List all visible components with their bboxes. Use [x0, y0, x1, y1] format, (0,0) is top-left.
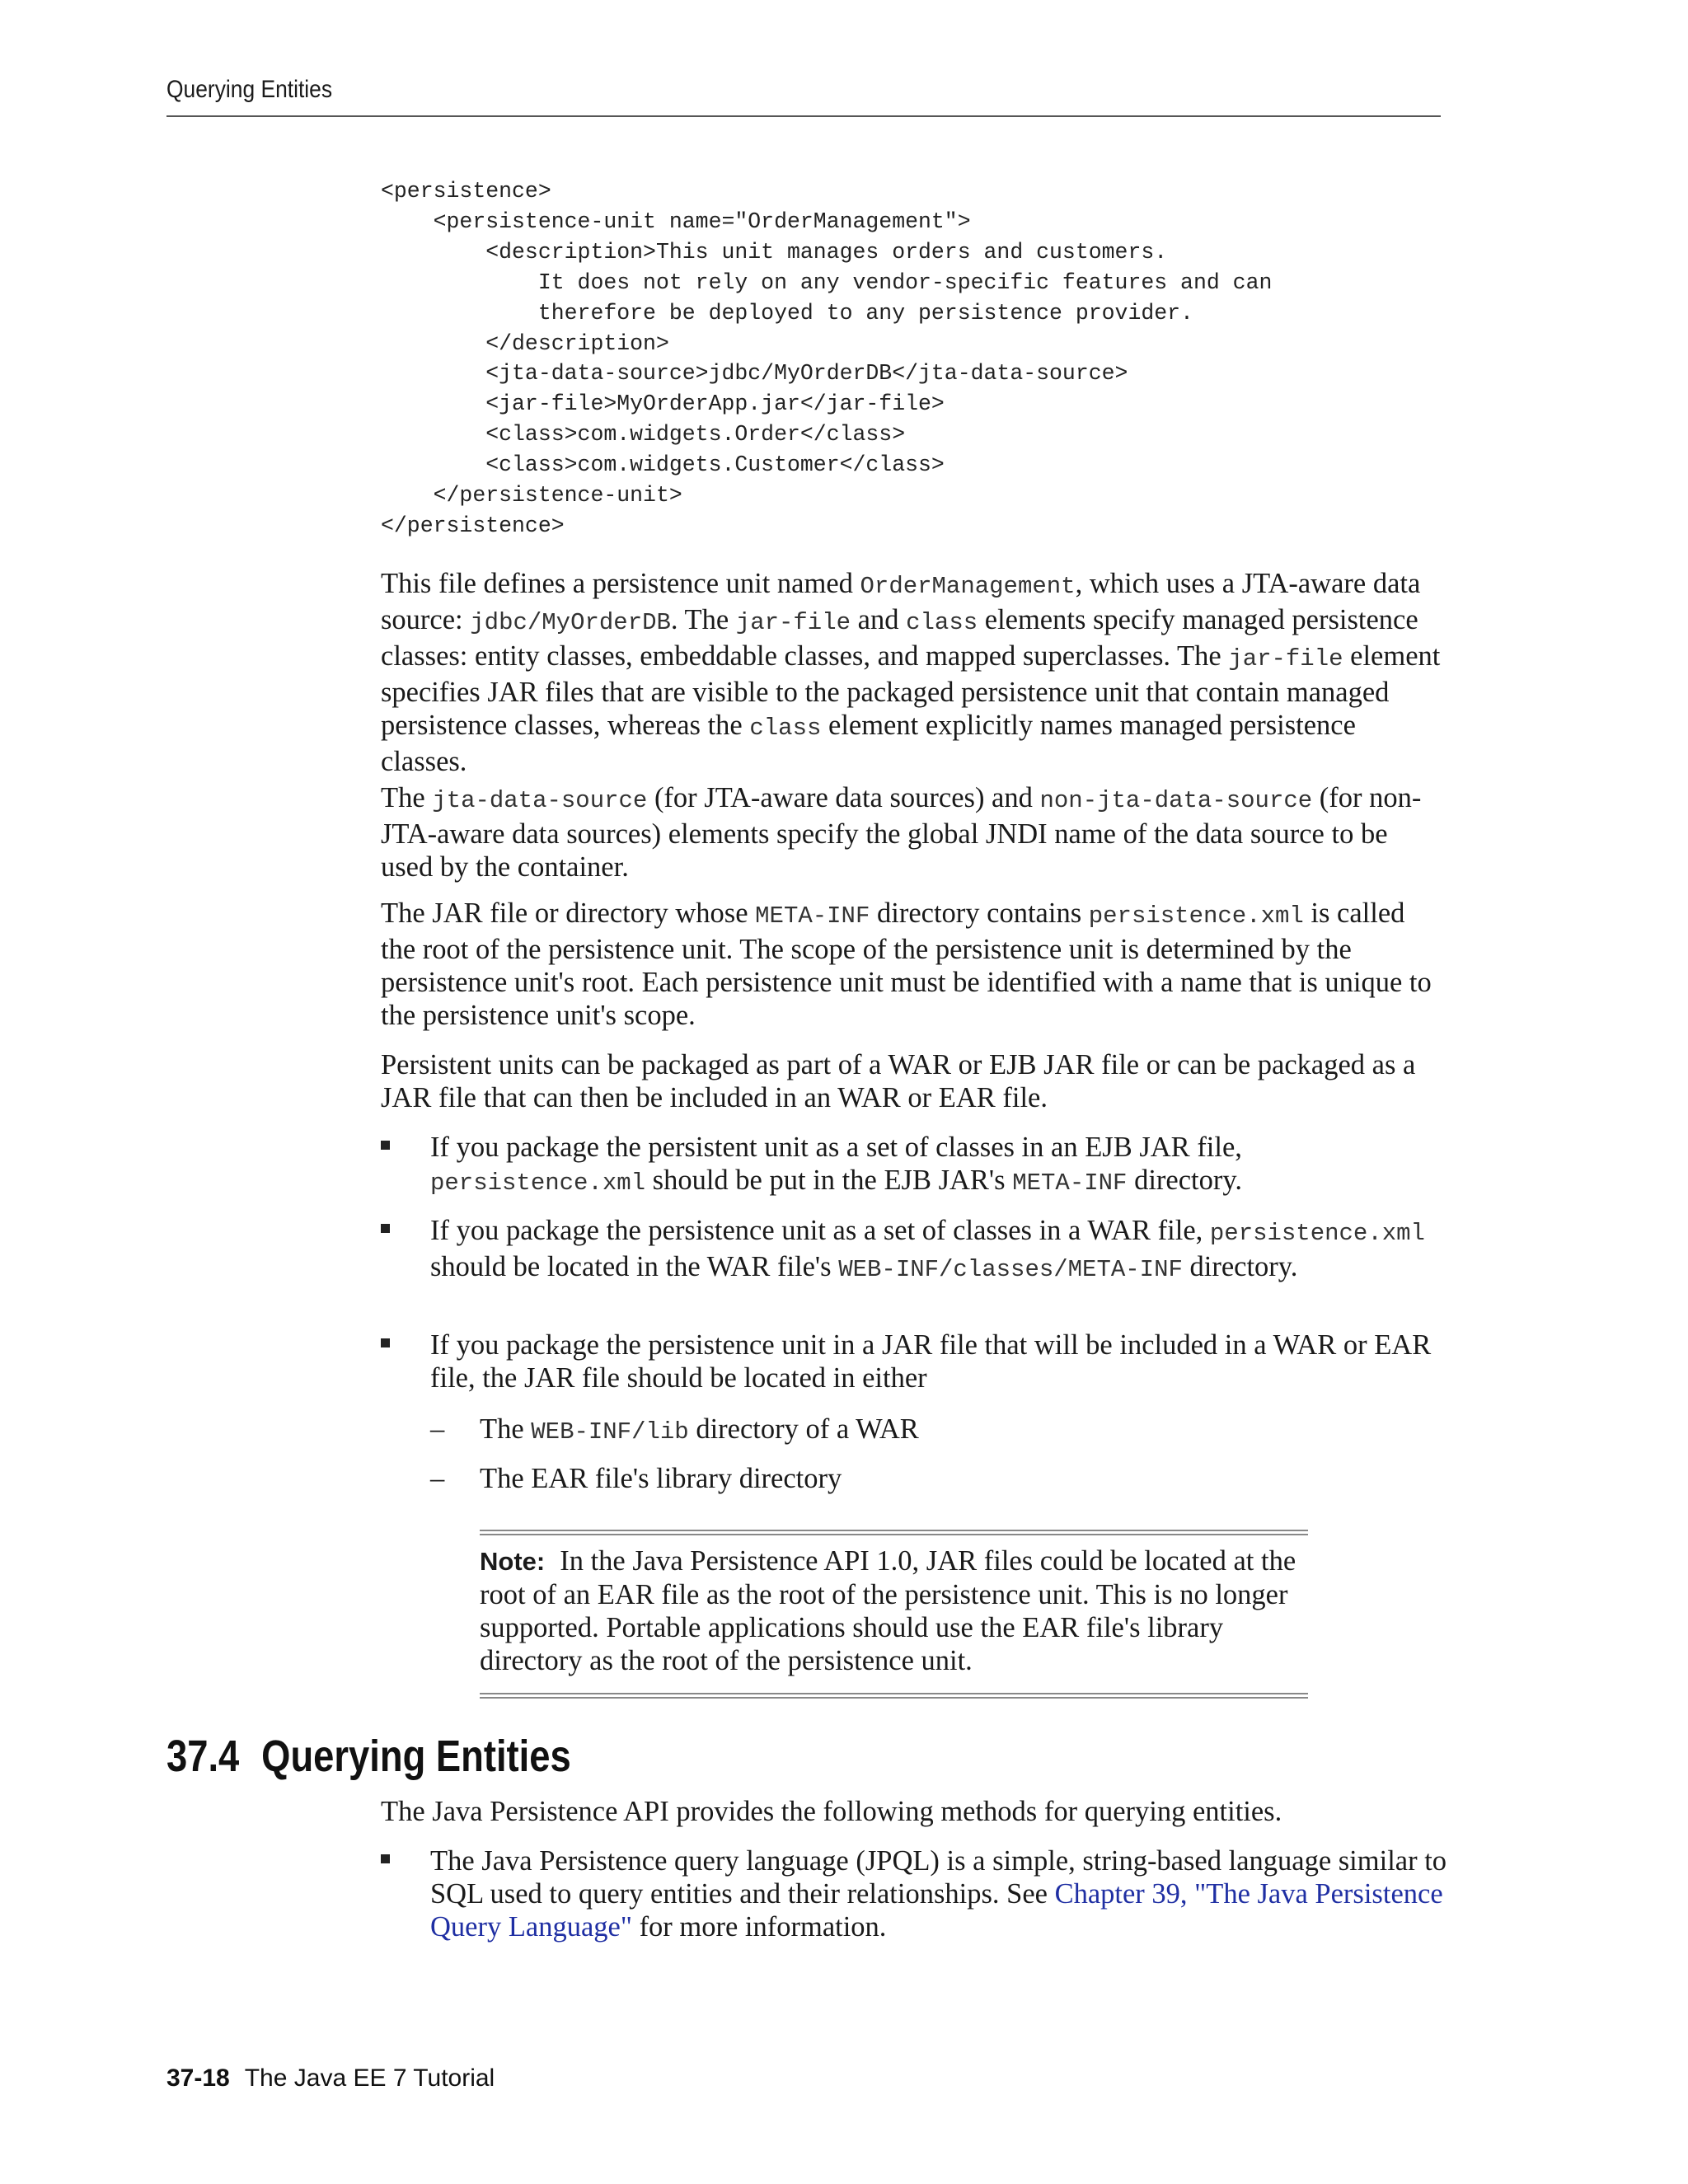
sub-list-item-text: The EAR file's library directory — [480, 1463, 842, 1494]
bullet-icon — [381, 1224, 390, 1233]
text: (for non-JTA-aware data sources) elements specify the global JNDI name of the data source to be used by the container. — [381, 782, 1422, 883]
text: If you package the persistence unit as a set of classes in a WAR file, — [430, 1215, 1210, 1246]
code-inline: jdbc/MyOrderDB — [470, 609, 671, 636]
header-rule — [166, 115, 1441, 117]
sub-list-item-text — [480, 1413, 919, 1449]
code-inline: jta-data-source — [432, 787, 648, 814]
text: If you package the persistent unit as a set of classes in an EJB JAR file, — [430, 1132, 1242, 1163]
code-inline: WEB-INF/classes/META-INF — [838, 1256, 1183, 1283]
text: If you package the persistence unit in a JAR file that will be included in a WAR or EAR file, the JAR file should be located in either — [430, 1329, 1432, 1394]
text: should be located in the WAR file's — [430, 1251, 839, 1282]
text: for more information. — [631, 1911, 887, 1943]
running-header: Querying Entities — [166, 76, 333, 103]
code-inline: WEB-INF/lib — [531, 1418, 689, 1446]
text: . The — [670, 604, 736, 635]
bullet-icon — [381, 1854, 390, 1863]
paragraph-packaging: Persistent units can be packaged as part of a WAR or EJB JAR file or can be packaged as a JAR file that can then be included in an WAR or EAR file. — [381, 1049, 1416, 1113]
code-inline: jar-file — [1228, 645, 1343, 673]
paragraph-data-source — [381, 781, 1444, 883]
note-label: Note: — [480, 1547, 546, 1576]
note — [480, 1544, 1308, 1677]
note-text: In the Java Persistence API 1.0, JAR files could be located at the root of an EAR file as the root of the persistence unit. This is no longer supported. Portable applications should use the EAR file's library directory as the root of the persistence unit. — [480, 1545, 1296, 1676]
text: The JAR file or directory whose — [381, 898, 756, 929]
text: (for JTA-aware data sources) and — [647, 782, 1040, 813]
book-title: The Java EE 7 Tutorial — [244, 2064, 495, 2092]
section-intro: The Java Persistence API provides the following methods for querying entities. — [381, 1796, 1282, 1827]
text: directory. — [1182, 1251, 1298, 1282]
chapter-39-link[interactable]: Chapter 39, "The Java Persistence Query Language" — [430, 1878, 1443, 1943]
code-example: <persistence> <persistence-unit name="OrderManagement"> <description>This unit manages orders and customers. It does not rely on any vendor-specific features and can therefore be deployed to any persistence provider. </description> <jta-data-source>jdbc/MyOrderDB</jta-data-source> <jar-file>MyOrderApp.jar</jar-file> <class>com.widgets.Order</class> <class>com.widgets.Customer</class> </persistence-unit> </persistence> — [381, 179, 1273, 538]
code-inline: class — [906, 609, 978, 636]
text: The Java Persistence query language (JPQL) is a simple, string-based language similar to SQL used to query entities and their relationships. See — [430, 1845, 1447, 1910]
code-inline: persistence.xml — [430, 1169, 646, 1197]
note-bottom-rule — [480, 1693, 1308, 1699]
list-item-text — [430, 1329, 1452, 1394]
text: and — [851, 604, 907, 635]
code-inline: OrderManagement — [860, 573, 1076, 600]
text: element specifies JAR files that are visible to the packaged persistence unit that contain managed persistence classes, whereas the — [381, 640, 1441, 741]
text: The — [480, 1413, 532, 1445]
code-inline: non-jta-data-source — [1039, 787, 1313, 814]
page-number: 37-18 — [166, 2064, 230, 2092]
text: directory of a WAR — [688, 1413, 919, 1445]
text: directory contains — [870, 898, 1089, 929]
note-top-rule — [480, 1530, 1308, 1535]
text: The — [381, 782, 433, 813]
list-item-text — [430, 1214, 1452, 1286]
dash-icon: – — [430, 1463, 445, 1494]
bullet-icon — [381, 1141, 390, 1150]
code-inline: META-INF — [755, 902, 870, 930]
dash-icon: – — [430, 1413, 445, 1445]
code-inline: class — [749, 715, 822, 742]
text: This file defines a persistence unit named — [381, 568, 860, 599]
list-item-text — [430, 1131, 1452, 1200]
code-inline: jar-file — [735, 609, 851, 636]
page-footer — [166, 2064, 495, 2093]
bullet-icon — [381, 1338, 390, 1347]
text: is called the root of the persistence unit. The scope of the persistence unit is determined by the persistence unit's root. Each persistence unit must be identified with a name that is unique to the persistence unit's scope. — [381, 898, 1432, 1031]
paragraph-root — [381, 897, 1444, 1032]
text: should be put in the EJB JAR's — [645, 1165, 1013, 1196]
code-inline: persistence.xml — [1209, 1220, 1425, 1247]
text: element explicitly names managed persistence classes. — [381, 710, 1356, 777]
list-item-text — [430, 1844, 1452, 1943]
text: elements specify managed persistence classes: entity classes, embeddable classes, and mapped superclasses. The — [381, 604, 1418, 672]
text: directory. — [1127, 1165, 1242, 1196]
code-inline: persistence.xml — [1088, 902, 1304, 930]
code-inline: META-INF — [1012, 1169, 1128, 1197]
paragraph-persistence-unit — [381, 567, 1444, 778]
section-heading — [166, 1731, 571, 1782]
section-title: Querying Entities — [261, 1732, 571, 1781]
text: , which uses a JTA-aware data source: — [381, 568, 1421, 635]
section-number: 37.4 — [166, 1732, 240, 1781]
